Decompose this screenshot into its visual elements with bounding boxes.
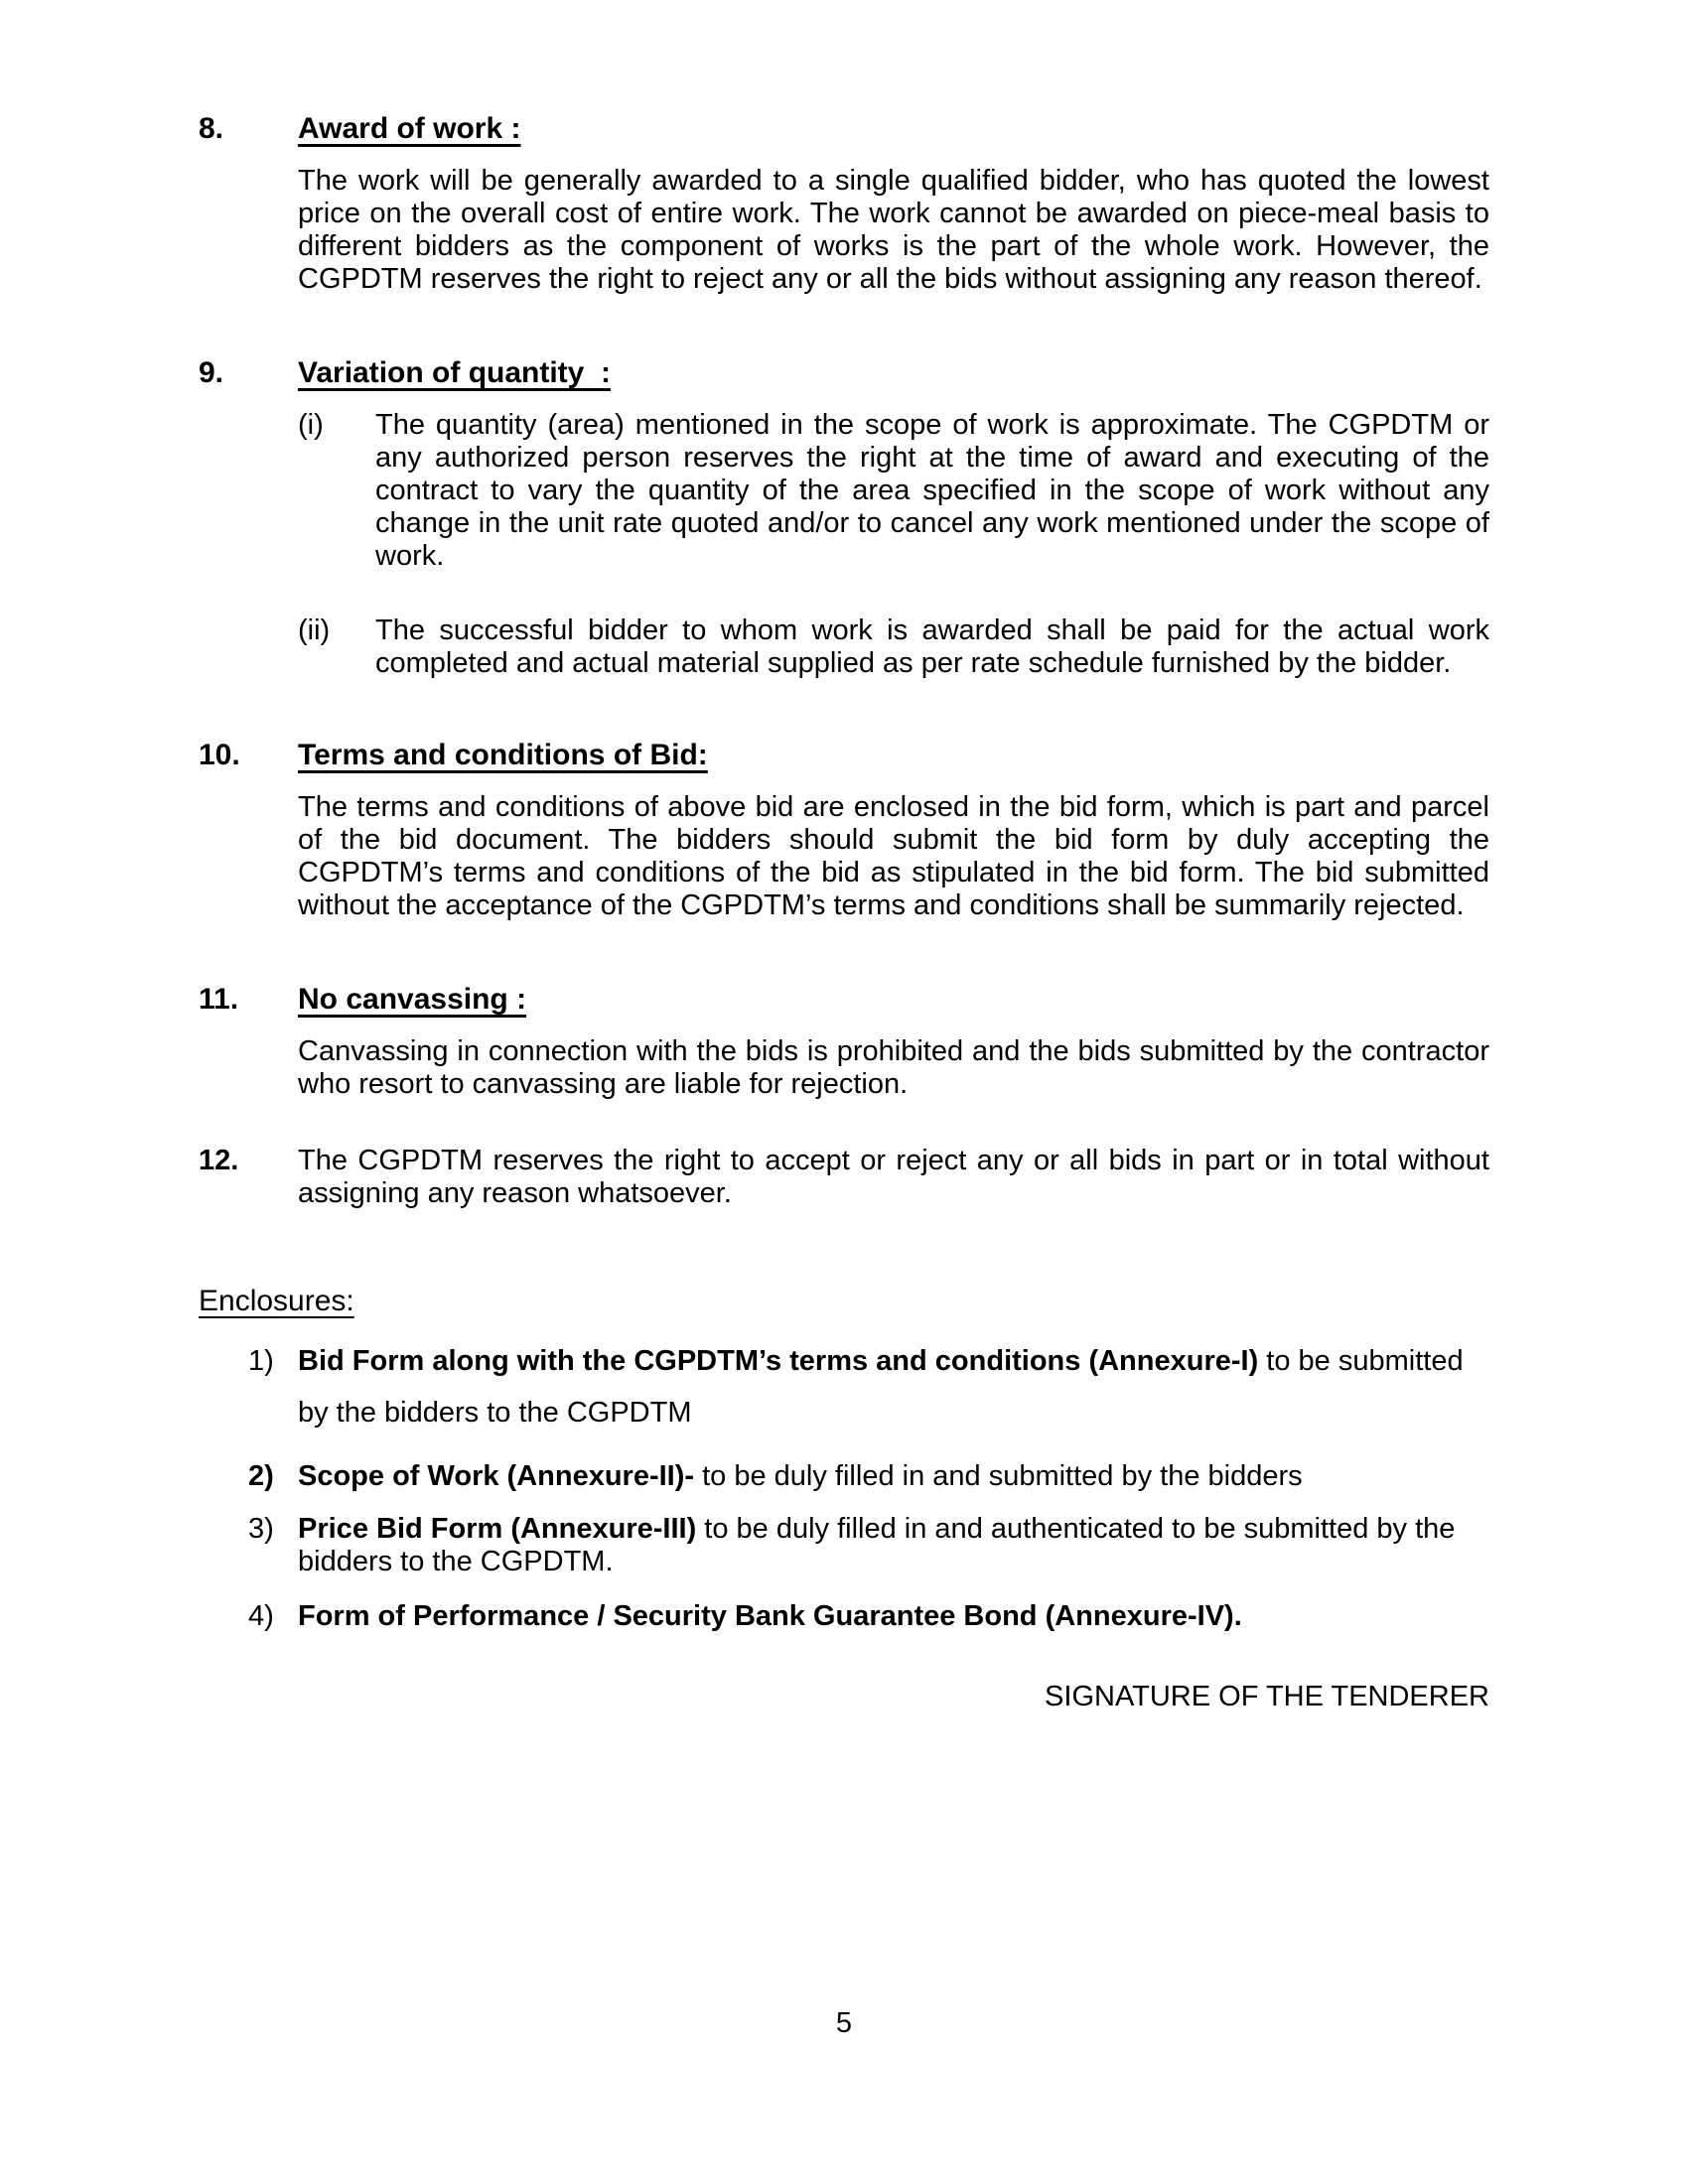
section-12-number: 12. (199, 1145, 239, 1176)
enclosure-item-3 (248, 1513, 1489, 1578)
enclosures (199, 1282, 1489, 1633)
enclosure-2-marker: 2) (248, 1460, 274, 1492)
section-9 (199, 353, 1489, 680)
enclosure-3-marker: 3) (248, 1513, 274, 1545)
section-8-heading (199, 109, 1489, 149)
enclosure-1-bold: Bid Form along with the CGPDTM’s terms and conditions (Annexure-I) (298, 1345, 1259, 1377)
section-9-subitem-i (298, 409, 1489, 573)
subitem-i-text: The quantity (area) mentioned in the scope of work is approximate. The CGPDTM or any authorized person reserves the right at the time of award and executing of the contract to vary the quantity of the area specified in the scope of work without any change in the unit rate quoted and/or to cancel any work mentioned under the scope of work. (375, 409, 1489, 572)
enclosure-4-bold: Form of Performance / Security Bank Guarantee Bond (Annexure-IV). (298, 1600, 1242, 1632)
section-8-paragraph: The work will be generally awarded to a single qualified bidder, who has quoted the lowest price on the overall cost of entire work. The work cannot be awarded on piece-meal basis to different bidders as the component of works is the part of the whole work. However, the CGPDTM reserves the right to reject any or all the bids without assigning any reason thereof. (298, 165, 1489, 295)
subitem-i-marker: (i) (298, 409, 324, 441)
section-9-title: Variation of quantity : (298, 356, 612, 389)
section-11-heading (199, 980, 1489, 1020)
subitem-ii-text: The successful bidder to whom work is awarded shall be paid for the actual work completed and actual material supplied as per rate schedule furnished by the bidder. (375, 614, 1489, 679)
enclosure-2-bold: Scope of Work (Annexure-II)- (298, 1460, 695, 1492)
enclosure-2-text (298, 1460, 1489, 1493)
enclosure-3-normal: to be duly filled in and authenticated to be submitted by the bidders to the CGPDTM. (298, 1513, 1456, 1577)
enclosure-item-2 (248, 1460, 1489, 1493)
enclosure-item-1 (248, 1335, 1489, 1438)
enclosure-1-normal: to be submitted by the bidders to the CGPDTM (298, 1345, 1464, 1429)
section-8-number: 8. (199, 112, 224, 145)
enclosure-3-bold: Price Bid Form (Annexure-III) (298, 1513, 697, 1545)
section-10-number: 10. (199, 739, 240, 771)
subitem-ii-marker: (ii) (298, 614, 331, 646)
section-9-subitem-ii (298, 614, 1489, 680)
section-11 (199, 980, 1489, 1101)
page-number: 5 (835, 2007, 853, 2039)
enclosures-heading: Enclosures: (199, 1285, 354, 1317)
section-8-title: Award of work : (298, 112, 521, 145)
section-9-heading (199, 353, 1489, 393)
section-12 (199, 1145, 1489, 1210)
section-11-number: 11. (199, 983, 239, 1016)
signature-line: SIGNATURE OF THE TENDERER (1045, 1681, 1489, 1712)
enclosure-3-text (298, 1513, 1489, 1578)
enclosure-4-text (298, 1600, 1489, 1633)
enclosure-1-marker: 1) (248, 1345, 274, 1377)
enclosure-1-text (298, 1335, 1489, 1438)
section-10-title: Terms and conditions of Bid: (298, 739, 708, 771)
section-10 (199, 736, 1489, 922)
section-12-paragraph: The CGPDTM reserves the right to accept or reject any or all bids in part or in total without assigning any reason whatsoever. (298, 1145, 1489, 1209)
enclosure-2-normal: to be duly filled in and submitted by the bidders (694, 1460, 1303, 1492)
enclosure-item-4 (248, 1600, 1489, 1633)
section-8 (199, 109, 1489, 296)
section-10-heading (199, 736, 1489, 775)
section-11-paragraph: Canvassing in connection with the bids is prohibited and the bids submitted by the contractor who resort to canvassing are liable for rejection. (298, 1035, 1489, 1100)
document-content (199, 109, 1489, 1713)
section-10-paragraph: The terms and conditions of above bid are enclosed in the bid form, which is part and parcel of the bid document. The bidders should submit the bid form by duly accepting the CGPDTM’s terms and conditions of the bid as stipulated in the bid form. The bid submitted without the acceptance of the CGPDTM’s terms and conditions shall be summarily rejected. (298, 791, 1489, 921)
enclosure-4-marker: 4) (248, 1600, 274, 1632)
section-9-number: 9. (199, 356, 224, 389)
section-11-title: No canvassing : (298, 983, 527, 1016)
